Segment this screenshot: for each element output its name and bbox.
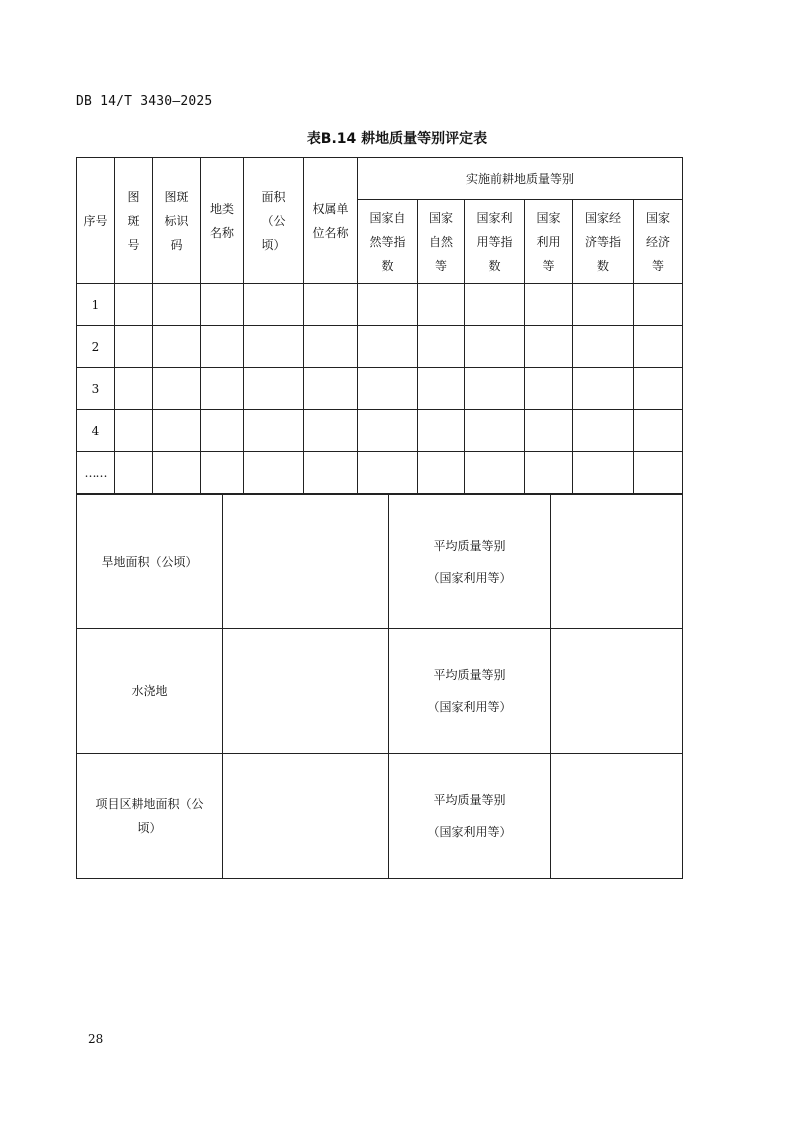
table-cell <box>153 410 201 452</box>
table-row <box>77 284 683 326</box>
summary-label-dryland <box>77 495 223 629</box>
summary-grade-value-cell <box>551 629 683 754</box>
subheader-economic-grade-text: 国家 经济 等 <box>646 210 671 273</box>
table-cell <box>304 410 358 452</box>
table-cell <box>201 326 244 368</box>
table-cell <box>115 452 153 494</box>
table-cell <box>525 452 573 494</box>
table-cell <box>244 326 304 368</box>
header-patch-code <box>153 158 201 284</box>
table-cell <box>418 410 465 452</box>
table-cell <box>418 284 465 326</box>
table-cell <box>418 452 465 494</box>
summary-row <box>77 754 683 879</box>
table-cell <box>201 284 244 326</box>
summary-grade-cell <box>389 495 551 629</box>
table-cell <box>465 452 525 494</box>
table-cell <box>358 368 418 410</box>
table-cell <box>525 284 573 326</box>
table-cell <box>304 326 358 368</box>
table-cell <box>634 452 683 494</box>
summary-table <box>76 494 683 879</box>
table-cell <box>573 410 634 452</box>
table-cell <box>115 410 153 452</box>
table-cell <box>244 284 304 326</box>
table-cell <box>418 368 465 410</box>
header-owner-text: 权属单 位名称 <box>312 201 349 240</box>
table-row <box>77 410 683 452</box>
header-group-pre-implementation: 实施前耕地质量等别 <box>358 158 683 200</box>
row-index: 2 <box>77 326 115 368</box>
header-patch-no <box>115 158 153 284</box>
table-title: 表B.14 耕地质量等别评定表 <box>306 131 488 147</box>
table-cell <box>201 410 244 452</box>
table-cell <box>573 284 634 326</box>
table-cell <box>115 326 153 368</box>
table-cell <box>465 326 525 368</box>
table-cell <box>115 284 153 326</box>
table-cell <box>304 452 358 494</box>
summary-grade-note: （国家利用等） <box>427 700 512 714</box>
table-cell <box>634 284 683 326</box>
standard-code: DB 14/T 3430—2025 <box>76 94 213 109</box>
summary-grade-label: 平均质量等别 <box>433 793 506 807</box>
subheader-economic-index-text: 国家经 济等指 数 <box>584 210 621 273</box>
table-cell <box>525 368 573 410</box>
table-cell <box>465 410 525 452</box>
header-land-type <box>201 158 244 284</box>
header-owner <box>304 158 358 284</box>
summary-grade-value-cell <box>551 495 683 629</box>
header-patch-code-text: 图斑 标识 码 <box>164 189 189 252</box>
table-cell <box>244 368 304 410</box>
table-cell <box>634 410 683 452</box>
header-area-text: 面积 （公 顷） <box>261 189 286 252</box>
summary-value-cell <box>223 495 389 629</box>
summary-label-project-farmland-text: 项目区耕地面积（公 顷） <box>95 797 204 835</box>
table-cell <box>573 368 634 410</box>
summary-grade-cell <box>389 754 551 879</box>
subheader-utilization-grade <box>525 200 573 284</box>
table-cell <box>244 452 304 494</box>
table-cell <box>153 326 201 368</box>
summary-grade-cell <box>389 629 551 754</box>
table-cell <box>201 368 244 410</box>
table-cell <box>358 452 418 494</box>
summary-grade-label: 平均质量等别 <box>433 668 506 682</box>
subheader-economic-index <box>573 200 634 284</box>
table-cell <box>304 368 358 410</box>
subheader-utilization-grade-text: 国家 利用 等 <box>536 210 561 273</box>
summary-value-cell <box>223 629 389 754</box>
table-row <box>77 326 683 368</box>
table-cell <box>304 284 358 326</box>
table-cell <box>153 368 201 410</box>
subheader-economic-grade <box>634 200 683 284</box>
row-index: 1 <box>77 284 115 326</box>
table-cell <box>153 284 201 326</box>
subheader-natural-grade-text: 国家 自然 等 <box>428 210 453 273</box>
table-cell <box>244 410 304 452</box>
summary-grade-note: （国家利用等） <box>427 570 512 585</box>
table-cell <box>358 410 418 452</box>
table-cell <box>634 368 683 410</box>
subheader-natural-grade <box>418 200 465 284</box>
summary-label-dryland-text: 旱地面积（公顷） <box>101 554 198 569</box>
table-cell <box>358 326 418 368</box>
table-cell <box>525 410 573 452</box>
table-cell <box>525 326 573 368</box>
row-index: 4 <box>77 410 115 452</box>
table-cell <box>573 326 634 368</box>
header-index: 序号 <box>77 158 115 284</box>
summary-value-cell <box>223 754 389 879</box>
header-area <box>244 158 304 284</box>
table-row <box>77 368 683 410</box>
summary-grade-note: （国家利用等） <box>427 825 512 839</box>
summary-label-irrigated-text: 水浇地 <box>131 684 168 698</box>
header-land-type-text: 地类 名称 <box>209 201 234 240</box>
table-cell <box>634 326 683 368</box>
summary-row <box>77 495 683 629</box>
subheader-natural-index <box>358 200 418 284</box>
row-index: 3 <box>77 368 115 410</box>
summary-grade-value-cell <box>551 754 683 879</box>
table-cell <box>153 452 201 494</box>
header-patch-no-text: 图 斑 号 <box>127 189 140 252</box>
row-index: …… <box>77 452 115 494</box>
subheader-utilization-index <box>465 200 525 284</box>
table-cell <box>465 368 525 410</box>
grade-evaluation-table <box>76 157 683 494</box>
page-number: 28 <box>88 1032 104 1046</box>
summary-label-project-farmland <box>77 754 223 879</box>
table-row <box>77 452 683 494</box>
summary-grade-label: 平均质量等别 <box>433 538 506 553</box>
table-cell <box>358 284 418 326</box>
summary-label-irrigated <box>77 629 223 754</box>
table-cell <box>115 368 153 410</box>
table-cell <box>573 452 634 494</box>
table-cell <box>465 284 525 326</box>
subheader-utilization-index-text: 国家利 用等指 数 <box>476 210 513 273</box>
table-cell <box>418 326 465 368</box>
summary-row <box>77 629 683 754</box>
table-cell <box>201 452 244 494</box>
subheader-natural-index-text: 国家自 然等指 数 <box>369 210 406 273</box>
